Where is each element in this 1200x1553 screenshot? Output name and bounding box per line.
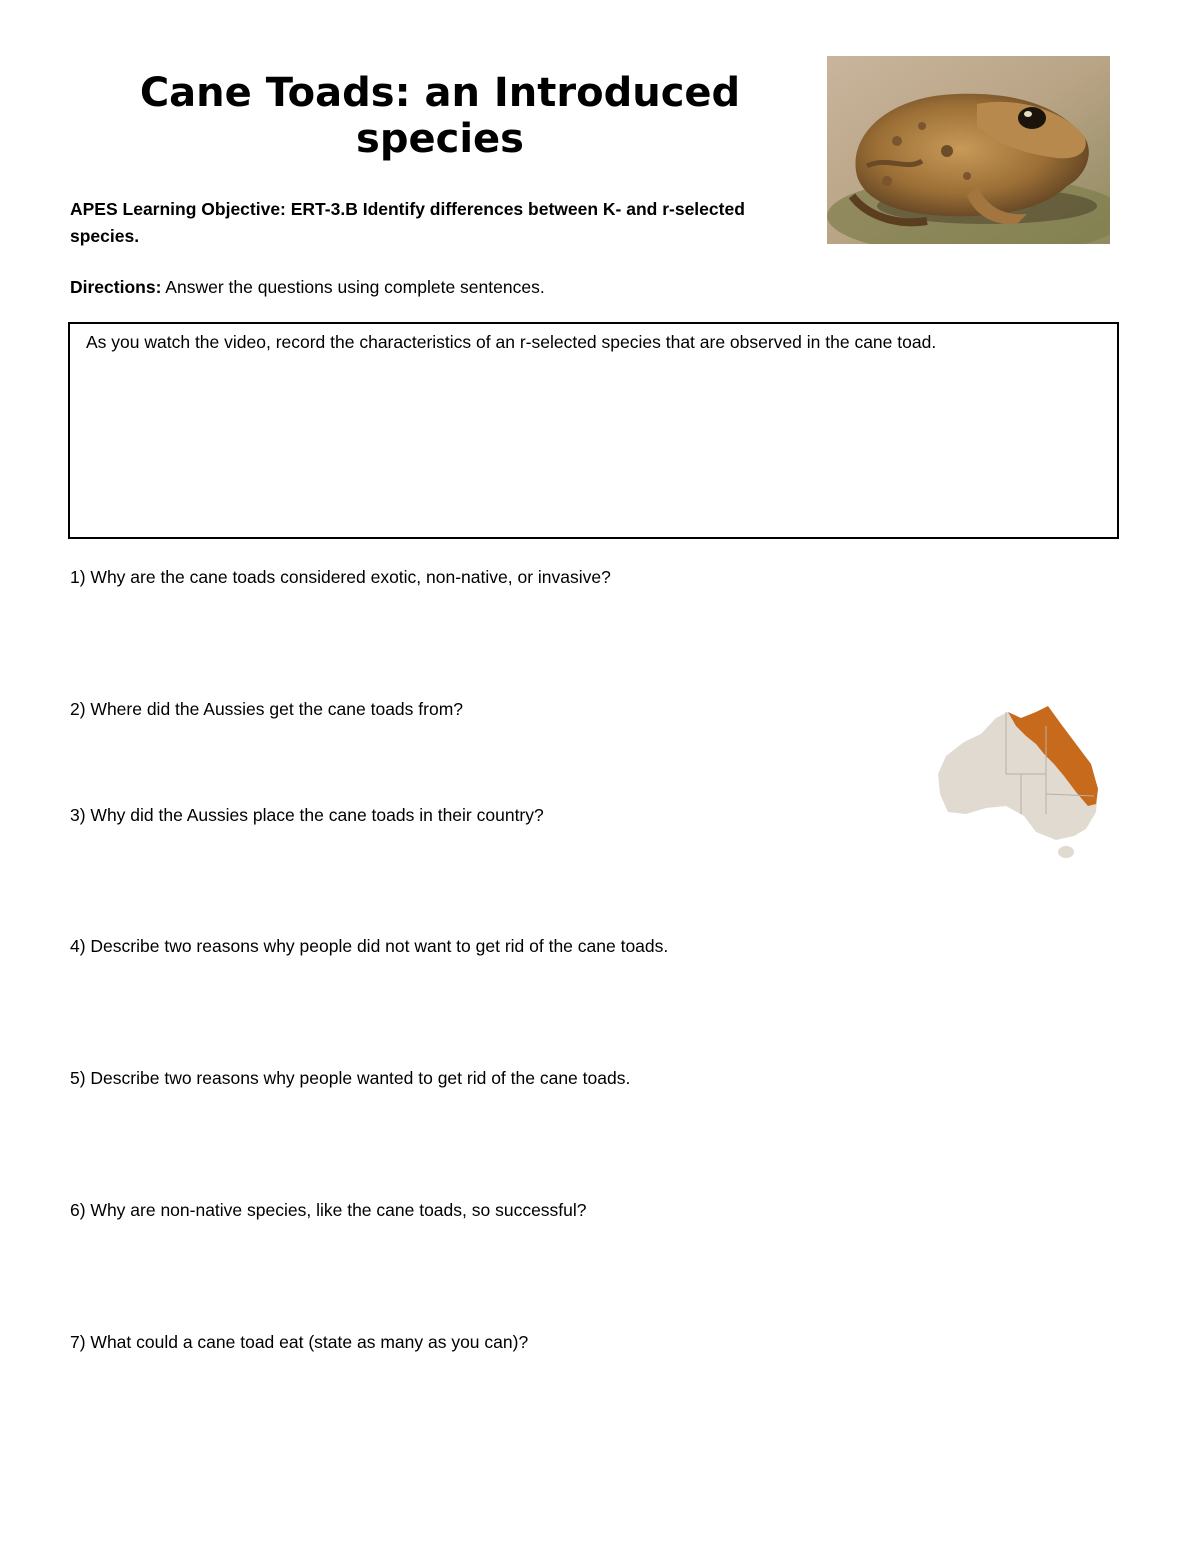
question-3: 3) Why did the Aussies place the cane toads in their country? [70, 805, 544, 825]
question-7: 7) What could a cane toad eat (state as many as you can)? [70, 1332, 529, 1352]
notes-prompt: As you watch the video, record the characteristics of an r-selected species that are observed in the cane toad. [86, 332, 937, 352]
question-4: 4) Describe two reasons why people did not want to get rid of the cane toads. [70, 936, 669, 956]
question-1: 1) Why are the cane toads considered exotic, non-native, or invasive? [70, 567, 611, 587]
cane-toad-photo [827, 56, 1110, 244]
question-5: 5) Describe two reasons why people wanted to get rid of the cane toads. [70, 1068, 631, 1088]
directions-text: Answer the questions using complete sentences. [161, 277, 545, 297]
question-2: 2) Where did the Aussies get the cane toads from? [70, 699, 463, 719]
notes-answer-box[interactable] [68, 322, 1119, 539]
tasmania [1058, 846, 1074, 858]
page-title: Cane Toads: an Introduced species [139, 70, 741, 162]
question-6: 6) Why are non-native species, like the cane toads, so successful? [70, 1200, 587, 1220]
directions-label: Directions: [70, 277, 162, 297]
directions [70, 274, 810, 300]
learning-objective: APES Learning Objective: ERT-3.B Identify differences between K- and r-selected species. [70, 199, 745, 246]
australia-range-map [936, 704, 1100, 862]
